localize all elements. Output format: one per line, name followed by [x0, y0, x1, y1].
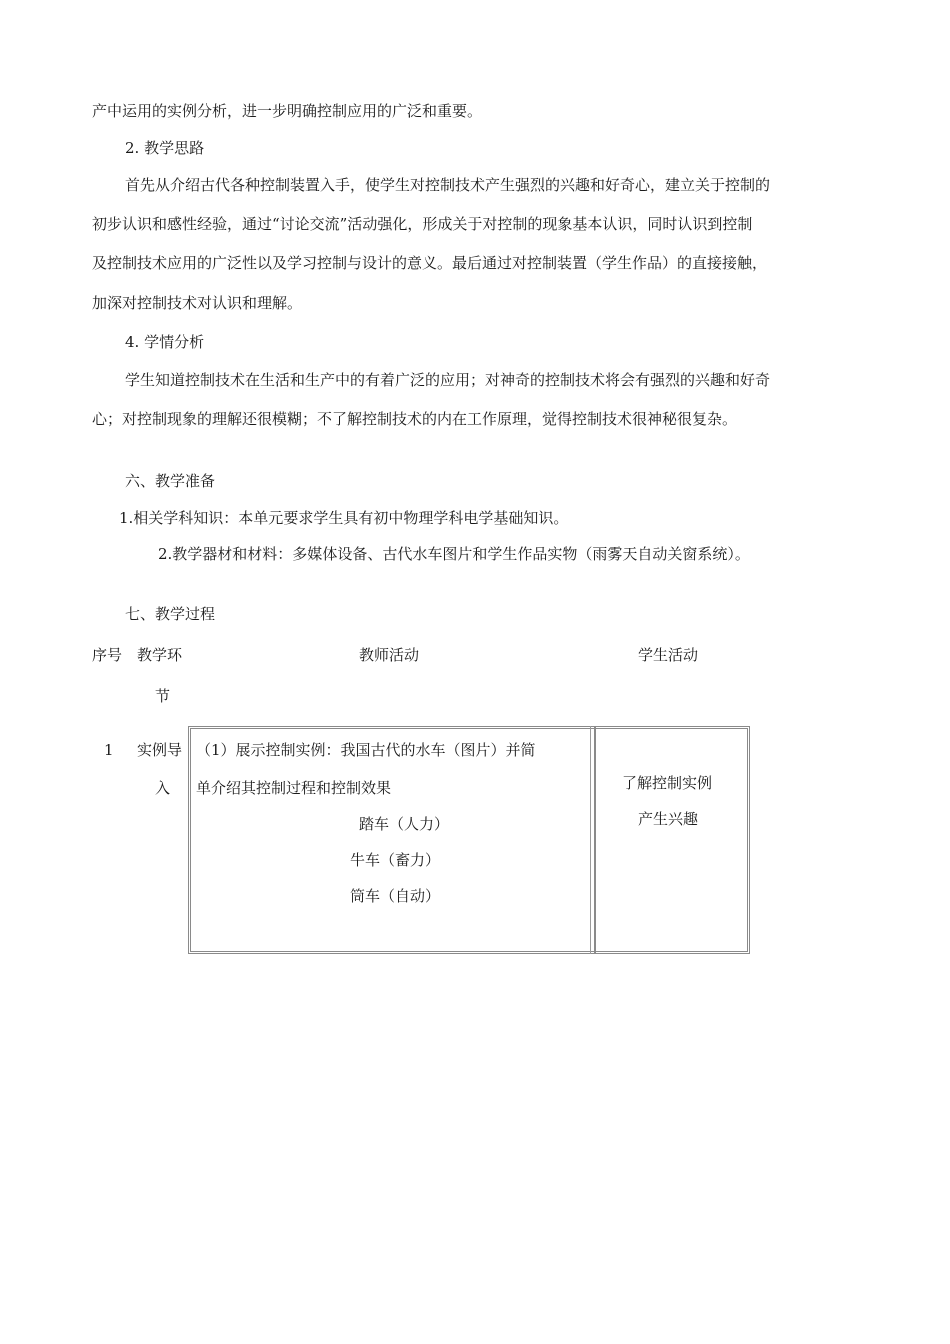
header-teacher-activity: 教师活动	[359, 646, 420, 664]
prep-item: 1.相关学科知识：本单元要求学生具有初中物理学科电学基础知识。	[119, 509, 569, 527]
teacher-activity-item: 踏车（人力）	[359, 815, 450, 833]
student-activity-text: 了解控制实例	[622, 774, 713, 792]
row-seq: 1	[104, 741, 114, 759]
paragraph-line: 加深对控制技术对认识和理解。	[92, 294, 303, 312]
header-student-activity: 学生活动	[638, 646, 699, 664]
student-activity-text: 产生兴趣	[638, 810, 699, 828]
prep-item: 2.教学器材和材料：多媒体设备、古代水车图片和学生作品实物（雨雾天自动关窗系统）。	[158, 545, 750, 563]
paragraph-line: 初步认识和感性经验，通过“讨论交流”活动强化，形成关于对控制的现象基本认识，同时认识到控制	[92, 215, 753, 233]
paragraph-line: 心；对控制现象的理解还很模糊；不了解控制技术的内在工作原理，觉得控制技术很神秘很复杂。	[92, 410, 738, 428]
activity-table	[188, 726, 750, 954]
section-heading-teaching-approach: 2. 教学思路	[125, 139, 205, 157]
row-stage-cont: 入	[155, 779, 171, 797]
table-column-divider	[590, 726, 596, 954]
row-stage: 实例导	[137, 741, 183, 759]
header-seq: 序号	[92, 646, 123, 664]
teacher-activity-item: 筒车（自动）	[350, 887, 441, 905]
header-stage-cont: 节	[155, 687, 171, 705]
header-stage: 教学环	[137, 646, 183, 664]
teacher-activity-text: 单介绍其控制过程和控制效果	[196, 779, 392, 797]
section-heading-learner-analysis: 4. 学情分析	[125, 333, 205, 351]
paragraph-line: 产中运用的实例分析，进一步明确控制应用的广泛和重要。	[92, 102, 483, 120]
section-heading-preparation: 六、教学准备	[125, 472, 216, 490]
teacher-activity-text: （1）展示控制实例：我国古代的水车（图片）并简	[196, 741, 536, 759]
section-heading-process: 七、教学过程	[125, 605, 216, 623]
paragraph-line: 及控制技术应用的广泛性以及学习控制与设计的意义。最后通过对控制装置（学生作品）的直接接触，	[92, 254, 768, 272]
paragraph-line: 学生知道控制技术在生活和生产中的有着广泛的应用；对神奇的控制技术将会有强烈的兴趣和好奇	[125, 371, 771, 389]
teacher-activity-item: 牛车（畜力）	[350, 851, 441, 869]
paragraph-line: 首先从介绍古代各种控制装置入手，使学生对控制技术产生强烈的兴趣和好奇心，建立关于控制的	[125, 176, 771, 194]
